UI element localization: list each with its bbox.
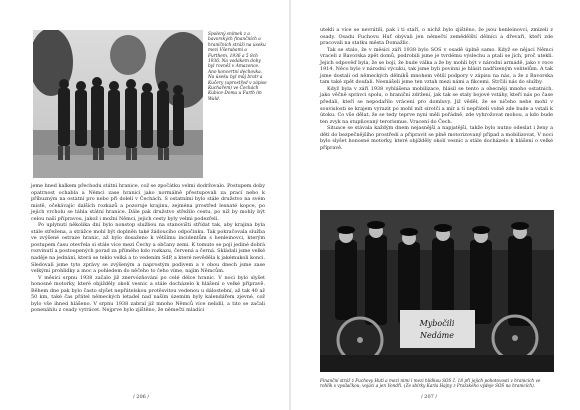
left-paragraph: jeme hned kalkem přechodu státní hranice, což se zpočátku velmi dodržovalo. Postupem doby opatrnost ochabla a Němci zase hranici jako normálně přestupovali za prací nebo k příbuzným na ostatní pro nebo při doleli v Čechách. S ostatními bylo stále družstvo na svém místě, očekávajíc dalších rozkazů a pozoruje krajinu, zejména prostřed lesnaté kopce, po jejich vrcholu se táhla státní hranice. Dále pak družstvo střežilo cestu, po níž by mohly být celou naší přípravou, jakož i možní Němci, jejich cesty byly velmi podezřelí.	[31, 183, 265, 222]
right-photo-image	[320, 210, 554, 372]
left-photo	[33, 30, 203, 178]
right-paragraph: utekli a více se nevrátili, pak i ti staří, o nichž bylo zjištěno, že jsou henleinovci, zmizeli z osady. Osadu Fuchovu Huť obývali jen němečtí zemědělští dělníci a dřevaři, kteří zde pracovali na statku města Domažlic.	[320, 27, 553, 47]
right-page	[291, 0, 580, 410]
left-paragraph: V měsíci srpnu 1938 začalo již znervózňování po celé délce hranic. V noci bylo slyšet honosné motorky, které objížděly okolí vesnic a stále docházelo k hlášení o velké přípravě. Během dne pak bylo často slyšet nepřátelskou protěsvitou vedenou u dálostební, až tak 40 až 50 km, také čas přátel německých letadel nad naším územím byly kalendářem zjevné, což bylo vše ihned hlášeno. V srpnu 1938 zabral již mnoho Němců více nelidil, a tito se začali ponenáhlu z ceady vytrácet. Nejprve bylo zjištěno, že němečtí mladíci	[31, 274, 265, 314]
right-paragraph: Když byla v září 1938 vyhlášena mobilizace, hlásil se tento a obecněji mnoho ostatních, jako věčně správci spolu, o hraniční zdržení, jak tak se staly bojové vstáhy, kteří nás po čase předali, kteří se nepodařilo vrácení pro domluvy. Již věděl, že se ničeho nebe mohl v souvislosti se krajem vyrazit po mohl mít sirotčí a mír a ti nepřáteli volně zde bude a vstali k útoku. Co vše dělat, že se tedy teprve nyní měli pořádně, zde vyhrožovat mohou, a kdo bude ten zvyk na stupňovaný terorismus. Vracení do Čech.	[320, 85, 553, 125]
left-photo-image	[33, 30, 203, 178]
banner-line-1: Mybočili	[419, 319, 455, 328]
banner-line-2: Nedáme	[420, 331, 454, 340]
right-paragraph: Situace se stávala každým dnem nejasnější a napjatější, takže bylo nutno odeslat i ženy a děti do bezpečnějšího prostředí a připravit se plně motorizovaný případ a mobilizovat, V noci bylo slyšet honosné motorky, které objížděly okolí vesnic a stále docházelo k hlášení o velké přípravě.	[320, 125, 553, 151]
left-body-text	[31, 183, 265, 314]
left-paragraph: Po uplynutí několika dní bylo nonstop službou na stanovišti střídat tak, aby krajina byla stále střežena, a strážce mohl být doplněn také žádoucího odpočinku. Tak pokračovala služba ve zvýšené ostraze hranic, až bylo dosaženo k většímu incidentům s henleinovci, kterým postupem času otevřela si stále více mezi Čechy a občany zemi. K tomuto se pojí jediné dobrá rozvinutí a postoupených porad za přímého kdo rozkazu, červená a černá. Skládali jsme velké naděje na jednání, která se teklo velká a to vedením SdP, a které nevěděla k jakémukoli konci. Sledovali jsme tyto zprávy se zvýšeným a naprostým podivem a v obou dnech jsme zase velkými prohlídky a moc a pohledem do něčeho to čeho víme, najím Němcům.	[31, 222, 265, 275]
page-number-left: / 206 /	[133, 394, 150, 400]
right-body-text	[320, 27, 553, 151]
right-photo	[320, 210, 554, 372]
left-photo-caption: Spolený snímek z a bavorských finančních a hraničních stráží na úseku mezi Všerubami a Furthem, 1936 a 5 8ch 1936. Na vodákem doby byl rovněž v Amazonce. Ano koncertní dechovka. Na úseku byl můj bratr a Kučery (uprostřed v zápise Kuchařem) ve Čechách Kubice-Doma u Furth im Wald.	[208, 32, 267, 102]
left-page	[0, 0, 289, 410]
page-number-right: / 207 /	[421, 394, 438, 400]
right-paragraph: Tak se stalo, že v měsíci září 1938 bylo SOS v osadě úplně samo. Když se nějací Němci vraceli z Bavorska zpět domů, podrobili jsme je tvrdému výslechu a ptali se jich, proč utekli. Jejich odpověď byla, že se bojí, že bude válka a že by mohli být v národní armádě, jako v roce 1914. Něco bylo v národní výcuku, tak jsme byli povinni je hlásit nadřízeným velitelům. A tak jsme dostali od německých dělníků mnohem větší podpory v zápisu na nás, a že z Bavorska tam také zpět doufali. Nesnášeli jsme ten vztah mezi námi a fikcemi. Strčili nás do služby.	[320, 46, 553, 86]
right-photo-caption: Finanční stráž z Fuchovy Huti a mezi nimi i mezi hlídkou SOS č. 18 při jejich pohotovosti v hranicích ve rohlík s vysílačkou, vojáci a jen Vondři. (Ze sbírky Karla Hajny z Pražského výdeje SOS na hranicích).	[320, 378, 541, 389]
